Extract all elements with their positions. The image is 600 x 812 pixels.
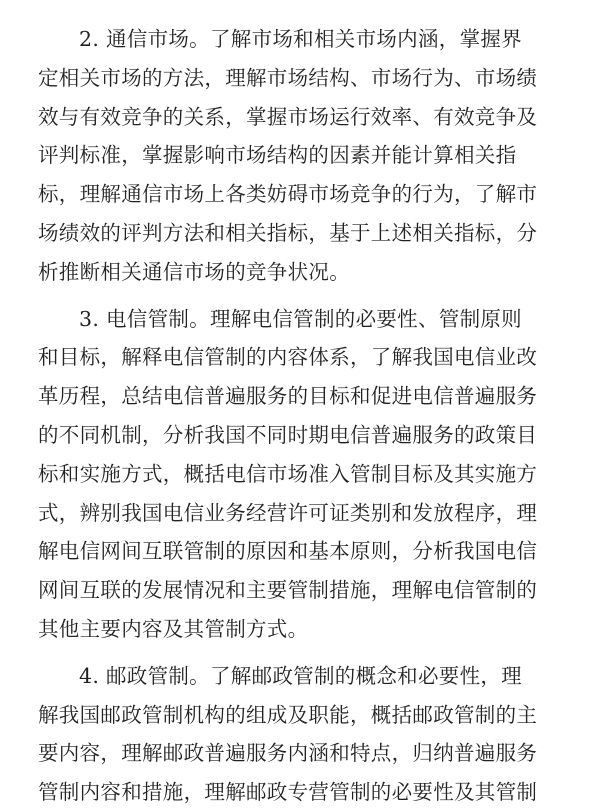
text-line: 定相关市场的方法，理解市场结构、市场行为、市场绩 <box>38 65 538 90</box>
text-line: 和目标，解释电信管制的内容体系，了解我国电信业改 <box>38 345 538 370</box>
text-line: 3. 电信管制。理解电信管制的必要性、管制原则 <box>79 306 522 331</box>
paragraph-telecom-regulation <box>38 300 568 649</box>
text-line: 2. 通信市场。了解市场和相关市场内涵，掌握界 <box>79 27 522 51</box>
text-line: 其他主要内容及其管制方式。 <box>38 616 309 641</box>
text-line: 解我国邮政管制机构的组成及职能，概括邮政管制的主 <box>38 702 538 727</box>
paragraph-spacer <box>38 649 568 657</box>
text-line: 管制内容和措施，理解邮政专营管制的必要性及其管制 <box>38 780 538 805</box>
text-line: 网间互联的发展情况和主要管制措施，理解电信管制的 <box>38 578 538 603</box>
text-line: 析推断相关通信市场的竞争状况。 <box>38 259 350 284</box>
text-line: 评判标准，掌握影响市场结构的因素并能计算相关指 <box>38 143 517 168</box>
text-line: 标，理解通信市场上各类妨碍市场竞争的行为，了解市 <box>38 182 538 207</box>
text-line: 解电信网间互联管制的原因和基本原则，分析我国电信 <box>38 539 538 564</box>
text-line: 革历程，总结电信普遍服务的目标和促进电信普遍服务 <box>38 384 538 409</box>
text-line: 要内容，理解邮政普遍服务内涵和特点，归纳普遍服务 <box>38 741 538 766</box>
text-line: 的不同机制，分析我国不同时期电信普遍服务的政策目 <box>38 422 538 447</box>
paragraph-postal-regulation <box>38 657 568 812</box>
paragraph-spacer <box>38 292 568 300</box>
paragraph-telecom-market <box>38 20 568 292</box>
text-line: 标和实施方式，概括电信市场准入管制目标及其实施方 <box>38 461 538 486</box>
text-line: 4. 邮政管制。了解邮政管制的概念和必要性，理 <box>79 663 522 688</box>
text-line: 场绩效的评判方法和相关指标，基于上述相关指标，分 <box>38 220 538 245</box>
text-line: 效与有效竞争的关系，掌握市场运行效率、有效竞争及 <box>38 104 538 129</box>
text-line: 式，辨别我国电信业务经营许可证类别和发放程序，理 <box>38 500 538 525</box>
document-page <box>38 20 568 812</box>
